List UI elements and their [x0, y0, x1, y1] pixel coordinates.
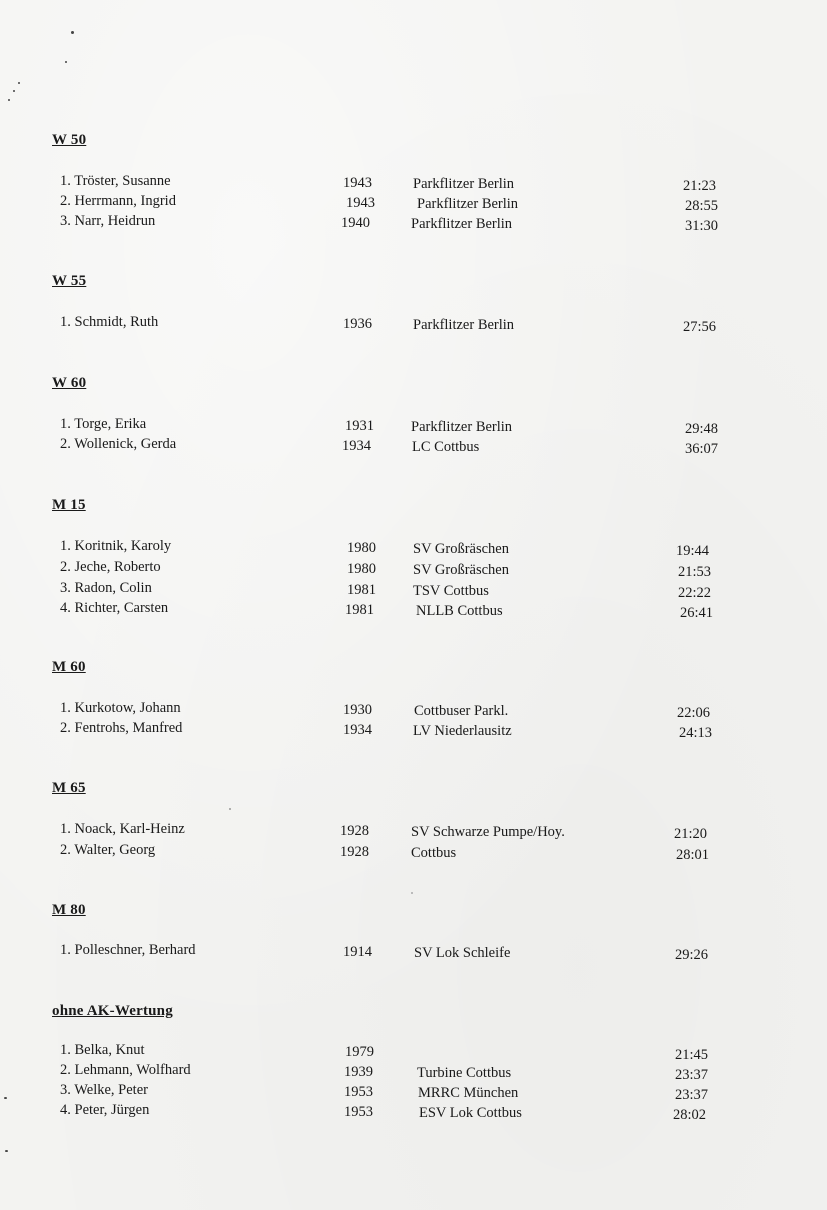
athlete-name: 1. Polleschner, Berhard	[60, 942, 196, 958]
athlete-name: 4. Peter, Jürgen	[60, 1102, 150, 1118]
result-row	[0, 538, 827, 558]
club-name: MRRC München	[418, 1085, 519, 1101]
athlete-name: 1. Tröster, Susanne	[60, 173, 171, 189]
birth-year: 1930	[343, 702, 372, 718]
result-row	[0, 416, 827, 436]
club-name: Cottbus	[411, 845, 457, 861]
club-name: SV Großräschen	[413, 541, 509, 557]
section-heading-w-50: W 50	[52, 132, 87, 148]
birth-year: 1914	[343, 944, 372, 960]
result-row	[0, 580, 827, 600]
finish-time: 24:13	[679, 725, 713, 741]
finish-time: 27:56	[683, 319, 717, 335]
athlete-name: 2. Herrmann, Ingrid	[60, 193, 176, 209]
athlete-name: 4. Richter, Carsten	[60, 600, 169, 616]
finish-time: 21:53	[678, 564, 712, 580]
result-row	[0, 700, 827, 720]
result-row	[0, 314, 827, 334]
club-name: Parkflitzer Berlin	[411, 419, 513, 435]
athlete-name: 2. Wollenick, Gerda	[60, 436, 177, 452]
result-row	[0, 1102, 827, 1122]
result-row	[0, 213, 827, 233]
scan-speck	[65, 61, 67, 63]
athlete-name: 2. Lehmann, Wolfhard	[60, 1062, 191, 1078]
result-row	[0, 942, 827, 962]
scan-speck	[229, 808, 231, 810]
finish-time: 22:06	[677, 705, 711, 721]
birth-year: 1934	[342, 438, 371, 454]
club-name: ESV Lok Cottbus	[419, 1105, 522, 1121]
finish-time: 29:48	[685, 421, 719, 437]
birth-year: 1940	[341, 215, 370, 231]
athlete-name: 2. Jeche, Roberto	[60, 559, 161, 575]
birth-year: 1981	[345, 602, 374, 618]
club-name: NLLB Cottbus	[416, 603, 503, 619]
finish-time: 36:07	[685, 441, 719, 457]
birth-year: 1936	[343, 316, 372, 332]
athlete-name: 3. Narr, Heidrun	[60, 213, 156, 229]
club-name: LV Niederlausitz	[413, 723, 512, 739]
result-row	[0, 1082, 827, 1102]
birth-year: 1980	[347, 561, 376, 577]
finish-time: 28:02	[673, 1107, 707, 1123]
athlete-name: 1. Belka, Knut	[60, 1042, 145, 1058]
result-row	[0, 193, 827, 213]
finish-time: 28:01	[676, 847, 710, 863]
scan-speck	[18, 82, 20, 84]
result-row	[0, 821, 827, 841]
athlete-name: 3. Welke, Peter	[60, 1082, 148, 1098]
finish-time: 26:41	[680, 605, 714, 621]
birth-year: 1928	[340, 823, 369, 839]
club-name: Parkflitzer Berlin	[411, 216, 513, 232]
club-name: SV Schwarze Pumpe/Hoy.	[411, 824, 565, 840]
result-row	[0, 436, 827, 456]
club-name: Parkflitzer Berlin	[413, 176, 515, 192]
finish-time: 23:37	[675, 1087, 709, 1103]
athlete-name: 2. Walter, Georg	[60, 842, 156, 858]
birth-year: 1980	[347, 540, 376, 556]
section-heading-ohne-ak-wertung: ohne AK-Wertung	[52, 1003, 173, 1019]
club-name: Turbine Cottbus	[417, 1065, 512, 1081]
birth-year: 1939	[344, 1064, 373, 1080]
section-heading-m-15: M 15	[52, 497, 86, 513]
club-name: Parkflitzer Berlin	[413, 317, 515, 333]
athlete-name: 3. Radon, Colin	[60, 580, 152, 596]
athlete-name: 1. Schmidt, Ruth	[60, 314, 159, 330]
result-row	[0, 600, 827, 620]
scan-speck	[71, 31, 74, 34]
result-row	[0, 720, 827, 740]
finish-time: 28:55	[685, 198, 719, 214]
result-row	[0, 1042, 827, 1062]
finish-time: 31:30	[685, 218, 719, 234]
finish-time: 22:22	[678, 585, 712, 601]
club-name: SV Großräschen	[413, 562, 509, 578]
scan-speck	[411, 892, 413, 894]
scan-speck	[5, 1150, 8, 1152]
finish-time: 23:37	[675, 1067, 709, 1083]
club-name: TSV Cottbus	[413, 583, 489, 599]
athlete-name: 1. Torge, Erika	[60, 416, 147, 432]
athlete-name: 1. Noack, Karl-Heinz	[60, 821, 185, 837]
scan-speck	[13, 90, 15, 92]
finish-time: 21:23	[683, 178, 717, 194]
birth-year: 1934	[343, 722, 372, 738]
finish-time: 21:20	[674, 826, 708, 842]
athlete-name: 1. Kurkotow, Johann	[60, 700, 181, 716]
club-name: Parkflitzer Berlin	[417, 196, 519, 212]
section-heading-m-65: M 65	[52, 780, 86, 796]
section-heading-w-55: W 55	[52, 273, 87, 289]
scan-speck	[8, 99, 10, 101]
birth-year: 1981	[347, 582, 376, 598]
section-heading-m-60: M 60	[52, 659, 86, 675]
finish-time: 29:26	[675, 947, 709, 963]
result-row	[0, 842, 827, 862]
finish-time: 19:44	[676, 543, 710, 559]
section-heading-w-60: W 60	[52, 375, 87, 391]
result-row	[0, 173, 827, 193]
birth-year: 1931	[345, 418, 374, 434]
club-name: Cottbuser Parkl.	[414, 703, 509, 719]
birth-year: 1928	[340, 844, 369, 860]
birth-year: 1943	[343, 175, 372, 191]
result-row	[0, 559, 827, 579]
birth-year: 1953	[344, 1104, 373, 1120]
finish-time: 21:45	[675, 1047, 709, 1063]
club-name: SV Lok Schleife	[414, 945, 511, 961]
athlete-name: 2. Fentrohs, Manfred	[60, 720, 183, 736]
section-heading-m-80: M 80	[52, 902, 86, 918]
club-name: LC Cottbus	[412, 439, 480, 455]
athlete-name: 1. Koritnik, Karoly	[60, 538, 172, 554]
birth-year: 1953	[344, 1084, 373, 1100]
birth-year: 1943	[346, 195, 375, 211]
result-row	[0, 1062, 827, 1082]
birth-year: 1979	[345, 1044, 374, 1060]
